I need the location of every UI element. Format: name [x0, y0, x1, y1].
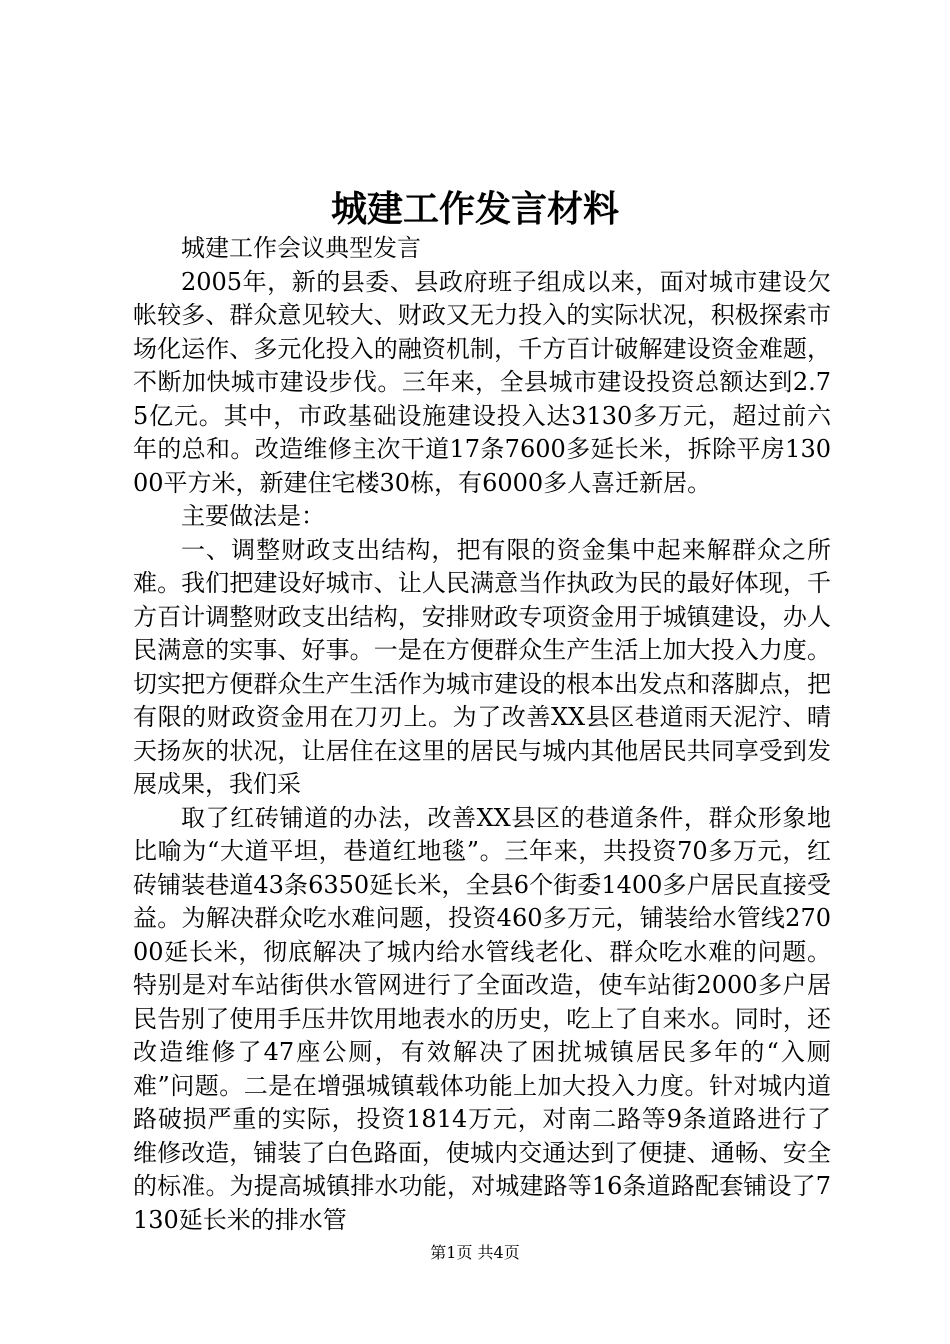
methods-heading-paragraph: 主要做法是：: [181, 502, 325, 530]
document-body: [133, 232, 831, 1237]
section-one-paragraph: 一、调整财政支出结构，把有限的资金集中起来解群众之所难。我们把建设好城市、让人民满意当作执政为民的最好体现，千方百计调整财政支出结构，安排财政专项资金用于城镇建设，办人民满意的实事、好事。一是在方便群众生产生活上加大投入力度。切实把方便群众生产生活作为城市建设的根本出发点和落脚点，把有限的财政资金用在刀刃上。为了改善XX县区巷道雨天泥泞、晴天扬灰的状况，让居住在这里的居民与城内其他居民共同享受到发展成果，我们采: [133, 535, 831, 798]
intro-paragraph: 2005年，新的县委、县政府班子组成以来，面对城市建设欠帐较多、群众意见较大、财政又无力投入的实际状况，积极探索市场化运作、多元化投入的融资机制，千方百计破解建设资金难题，不断加快城市建设步伐。三年来，全县城市建设投资总额达到2.75亿元。其中，市政基础设施建设投入达3130多万元，超过前六年的总和。改造维修主次干道17条7600多延长米，拆除平房13000平方米，新建住宅楼30栋，有6000多人喜迁新居。: [133, 267, 831, 497]
page-footer: 第1页 共4页: [430, 1243, 520, 1262]
document-title: 城建工作发言材料: [330, 188, 619, 230]
continuation-paragraph: 取了红砖铺道的办法，改善XX县区的巷道条件，群众形象地比喻为“大道平坦，巷道红地毯”。三年来，共投资70多万元，红砖铺装巷道43条6350延长米，全县6个街委1400多户居民直接受益。为解决群众吃水难问题，投资460多万元，铺装给水管线27000延长米，彻底解决了城内给水管线老化、群众吃水难的问题。特别是对车站街供水管网进行了全面改造，使车站街2000多户居民告别了使用手压井饮用地表水的历史，吃上了自来水。同时，还改造维修了47座公厕，有效解决了困扰城镇居民多年的“入厕难”问题。二是在增强城镇载体功能上加大投入力度。针对城内道路破损严重的实际，投资1814万元，对南二路等9条道路进行了维修改造，铺装了白色路面，使城内交通达到了便捷、通畅、安全的标准。为提高城镇排水功能，对城建路等16条道路配套铺设了7130延长米的排水管: [133, 803, 831, 1234]
subtitle-paragraph: 城建工作会议典型发言: [181, 234, 421, 262]
